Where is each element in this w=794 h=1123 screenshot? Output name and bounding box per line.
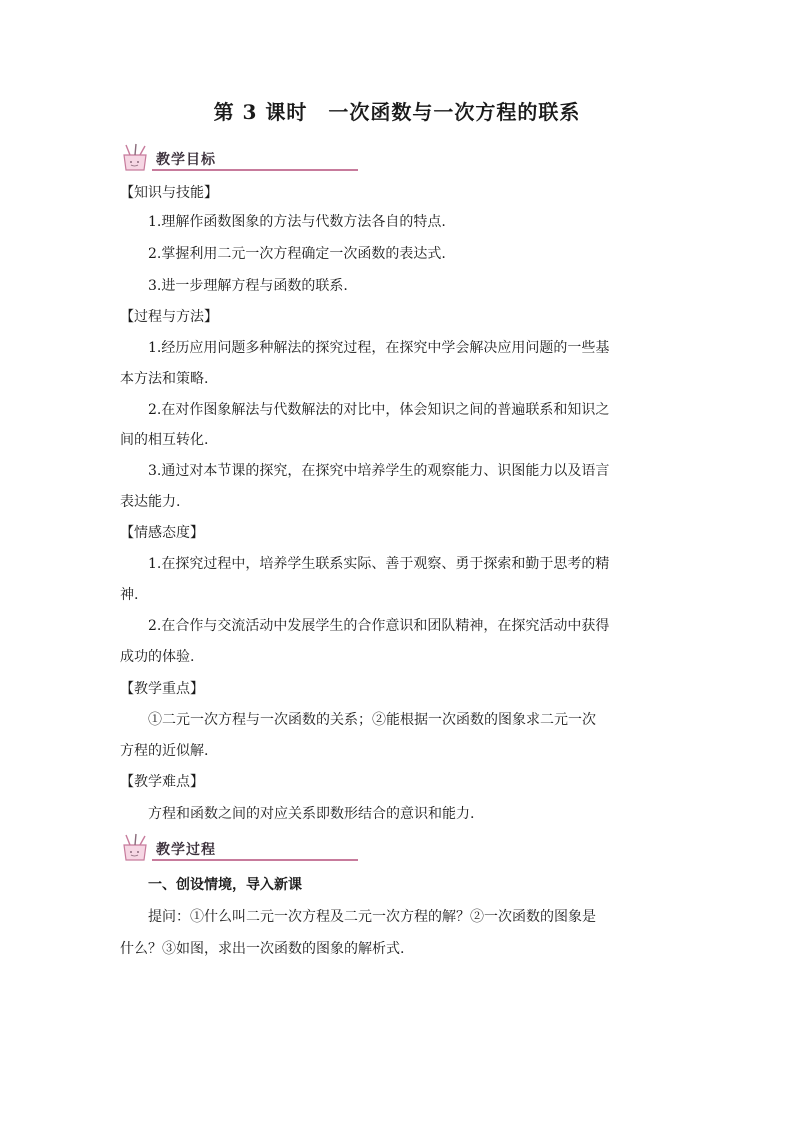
step-1-text: 提问：①什么叫二元一次方程及二元一次方程的解？②一次函数的图象是: [148, 909, 596, 925]
knowledge-item-3: 3.进一步理解方程与函数的联系.: [148, 278, 348, 294]
process-item-1-cont: 本方法和策略.: [120, 371, 209, 387]
difficulty-item: 方程和函数之间的对应关系即数形结合的意识和能力.: [148, 806, 475, 822]
page-title: 第 3 课时 一次函数与一次方程的联系: [213, 100, 581, 124]
process-item-1: 1.经历应用问题多种解法的探究过程，在探究中学会解决应用问题的一些基: [148, 340, 610, 356]
section-banner-label: 教学目标: [156, 152, 216, 168]
attitude-item-1-cont: 神.: [120, 587, 139, 603]
attitude-heading: 【情感态度】: [120, 525, 204, 541]
knowledge-item-2: 2.掌握利用二元一次方程确定一次函数的表达式.: [148, 246, 446, 262]
banner-underline: [152, 859, 358, 861]
key-points-item-cont: 方程的近似解.: [120, 743, 209, 759]
attitude-item-1: 1.在探究过程中，培养学生联系实际、善于观察、勇于探索和勤于思考的精: [148, 556, 610, 572]
section-banner-objectives: [118, 143, 242, 173]
process-item-2: 2.在对作图象解法与代数解法的对比中，体会知识之间的普遍联系和知识之: [148, 402, 610, 418]
key-points-item: ①二元一次方程与一次函数的关系；②能根据一次函数的图象求二元一次: [148, 712, 596, 728]
knowledge-heading: 【知识与技能】: [120, 185, 218, 201]
process-item-2-cont: 间的相互转化.: [120, 432, 209, 448]
section-banner-process: [118, 833, 242, 863]
attitude-item-2-cont: 成功的体验.: [120, 649, 195, 665]
step-1-text-cont: 什么？③如图，求出一次函数的图象的解析式.: [120, 941, 405, 957]
process-method-heading: 【过程与方法】: [120, 309, 218, 325]
attitude-item-2: 2.在合作与交流活动中发展学生的合作意识和团队精神，在探究活动中获得: [148, 618, 610, 634]
step-1-heading: 一、创设情境，导入新课: [148, 877, 302, 893]
process-item-3: 3.通过对本节课的探究，在探究中培养学生的观察能力、识图能力以及语言: [148, 463, 610, 479]
section-banner-label: 教学过程: [156, 842, 216, 858]
process-item-3-cont: 表达能力.: [120, 494, 181, 510]
banner-underline: [152, 169, 358, 171]
knowledge-item-1: 1.理解作函数图象的方法与代数方法各自的特点.: [148, 214, 446, 230]
key-points-heading: 【教学重点】: [120, 681, 204, 697]
difficulty-heading: 【教学难点】: [120, 774, 204, 790]
